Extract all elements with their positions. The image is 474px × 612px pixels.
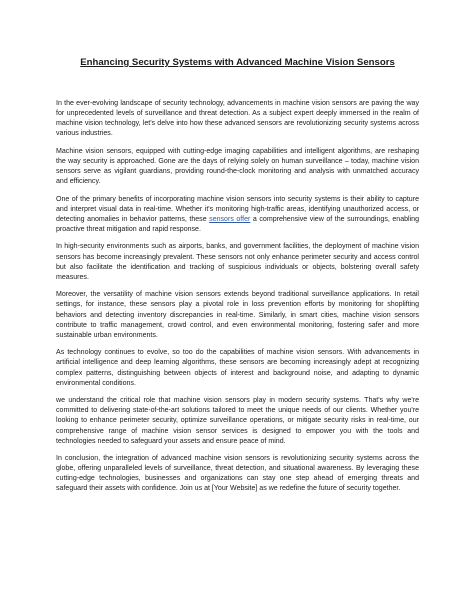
paragraph-evolution: As technology continues to evolve, so too do the capabilities of machine vision sensors. With advancements in artificial intelligence and deep learning algorithms, these sensors are becoming increasingly adept at recognizing complex patterns, distinguishing between objects of interest and background noise, and adapting to dynamic environmental conditions. (56, 349, 419, 387)
paragraph-intro: In the ever-evolving landscape of security technology, advancements in machine vision sensors are paving the way for unprecedented levels of surveillance and threat detection. As a subject expert deeply immersed in the realm of machine vision technology, let's delve into how these advanced sensors are revolutionizing security systems across various industries. (56, 100, 419, 138)
paragraph-machine-vision: Machine vision sensors, equipped with cutting-edge imaging capabilities and intelligent algorithms, are reshaping the way security is approached. Gone are the days of relying solely on human surveillance – today, machine vision sensors serve as vigilant guardians, providing round-the-clock monitoring and analysis with unmatched accuracy and efficiency. (56, 147, 419, 186)
sensors-offer-link[interactable]: sensors offer (209, 215, 251, 223)
paragraph-commitment: we understand the critical role that machine vision sensors play in modern security systems. That's why we're committed to delivering state-of-the-art solutions tailored to meet the unique needs of our clients. Whether you're looking to enhance perimeter security, optimize surveillance operations, or mitigate security risks in real-time, our comprehensive range of machine vision sensor services is designed to empower you with the tools and technologies needed to safeguard your assets and ensure peace of mind. (56, 397, 419, 445)
paragraph-benefits-text-before: One of the primary benefits of incorporating machine vision sensors into security systems is their ability to capture and interpret visual data in real-time. Whether it's monitoring high-traffic areas, identifying unauthorized access, or detecting anomalies in behavior patterns, these (56, 195, 419, 223)
paragraph-high-security: In high-security environments such as airports, banks, and government facilities, the deployment of machine vision sensors has become increasingly prevalent. These sensors not only enhance perimeter security and access control but also facilitate the identification and tracking of suspicious individuals or objects, bolstering overall safety measures. (56, 243, 419, 281)
paragraph-versatility: Moreover, the versatility of machine vision sensors extends beyond traditional surveillance applications. In retail settings, for instance, these sensors play a pivotal role in loss prevention efforts by monitoring for shoplifting behaviors and detecting inventory discrepancies in real-time. Similarly, in smart cities, machine vision sensors contribute to traffic management, crowd control, and even environmental monitoring, fostering safer and more sustainable urban environments. (56, 291, 419, 339)
paragraph-benefits (56, 195, 419, 236)
document-title: Enhancing Security Systems with Advanced Machine Vision Sensors (80, 57, 395, 68)
paragraph-benefits-text-after: a comprehensive view of the surroundings, enabling proactive threat mitigation and rapid response. (56, 215, 420, 234)
paragraph-conclusion: In conclusion, the integration of advanced machine vision sensors is revolutionizing security systems across the globe, offering unparalleled levels of surveillance, threat detection, and situational awareness. By leveraging these cutting-edge technologies, businesses and organizations can stay one step ahead of emerging threats and safeguard their assets with confidence. Join us at [Your Website] as we redefine the future of security together. (56, 455, 419, 493)
